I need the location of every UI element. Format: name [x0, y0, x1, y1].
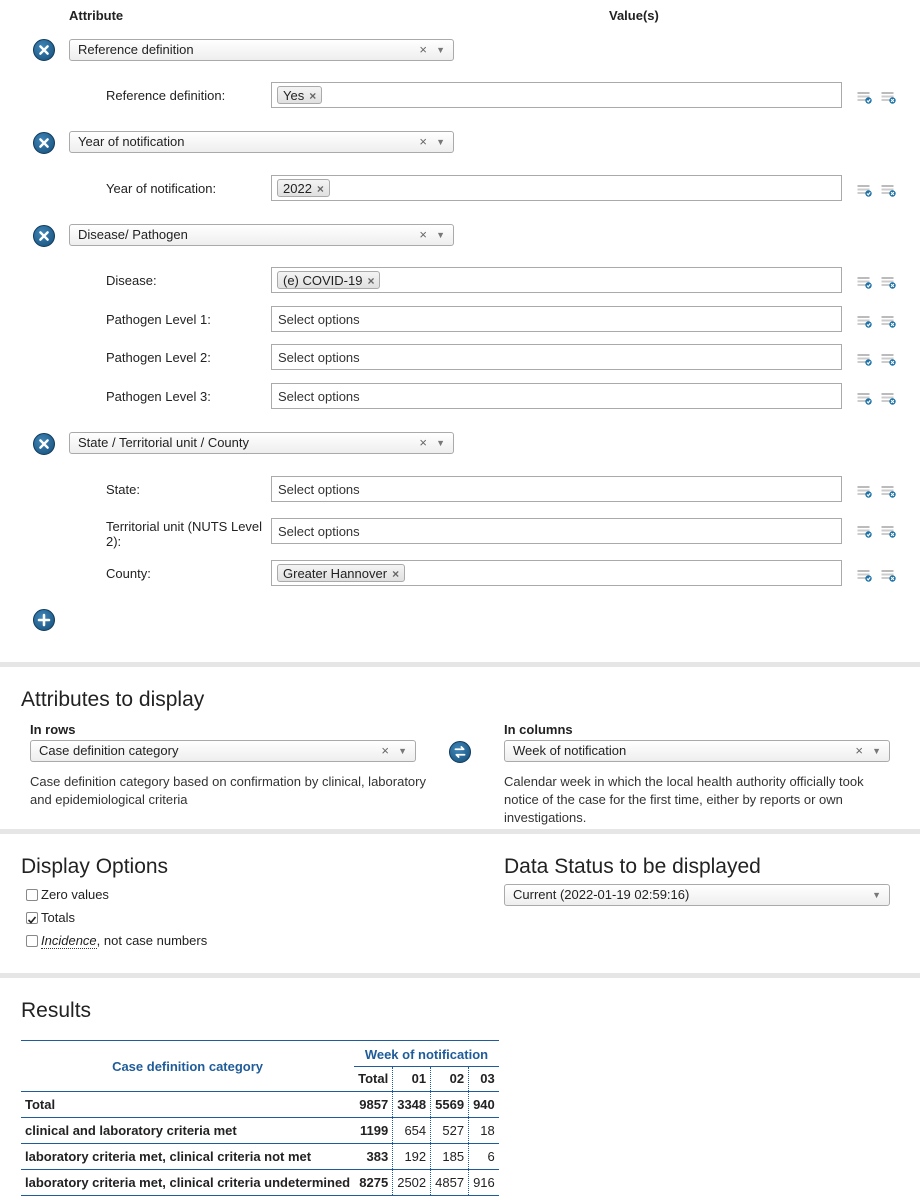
select-all-icon[interactable] [857, 183, 873, 197]
select-all-icon[interactable] [857, 352, 873, 366]
table-row [21, 1170, 499, 1196]
cell: 4857 [431, 1170, 469, 1196]
column-header-week: 02 [431, 1066, 469, 1092]
chevron-down-icon[interactable]: ▼ [436, 438, 445, 448]
cell: 18 [480, 1123, 495, 1138]
chevron-down-icon[interactable]: ▼ [398, 746, 407, 756]
placeholder: Select options [278, 482, 360, 497]
cell: 185 [431, 1144, 469, 1170]
value-multiselect-reference-definition[interactable] [271, 82, 842, 108]
data-status-select[interactable] [504, 884, 890, 906]
value-label: Pathogen Level 1: [106, 312, 211, 327]
value-multiselect-year-of-notification[interactable] [271, 175, 842, 201]
columns-attribute-select[interactable] [504, 740, 890, 762]
columns-attribute-value: Week of notification [513, 743, 627, 758]
deselect-all-icon[interactable] [881, 568, 897, 582]
value-multiselect-pathogen-level-3[interactable] [271, 383, 842, 409]
value-label: State: [106, 482, 140, 497]
cell: 654 [393, 1118, 431, 1144]
totals-label: Totals [41, 910, 75, 925]
attribute-select-year-of-notification[interactable] [69, 131, 454, 153]
remove-attribute-icon[interactable] [33, 39, 55, 61]
select-all-icon[interactable] [857, 484, 873, 498]
value-label: County: [106, 566, 151, 581]
cell: 5569 [431, 1092, 469, 1118]
table-row [21, 1092, 499, 1118]
remove-attribute-icon[interactable] [33, 132, 55, 154]
attribute-select-disease-pathogen[interactable] [69, 224, 454, 246]
cell: 8275 [354, 1170, 393, 1196]
display-options-title: Display Options [21, 855, 169, 878]
value-multiselect-territorial-unit[interactable] [271, 518, 842, 544]
remove-tag-icon[interactable]: × [367, 274, 375, 288]
remove-attribute-icon[interactable] [33, 433, 55, 455]
cell: 9857 [354, 1092, 393, 1118]
columns-attribute-description: Calendar week in which the local health authority officially took notice of the case for the first time, either by reports or own investigations. [504, 774, 864, 825]
remove-attribute-icon[interactable] [33, 225, 55, 247]
chevron-down-icon[interactable]: ▼ [436, 230, 445, 240]
clear-icon[interactable]: × [419, 42, 427, 57]
zero-values-checkbox[interactable] [26, 889, 38, 901]
chevron-down-icon[interactable]: ▼ [436, 137, 445, 147]
deselect-all-icon[interactable] [881, 391, 897, 405]
select-all-icon[interactable] [857, 524, 873, 538]
attribute-select-value: Year of notification [78, 134, 185, 149]
chevron-down-icon[interactable]: ▼ [872, 890, 881, 900]
column-header-week: 01 [393, 1066, 431, 1092]
deselect-all-icon[interactable] [881, 275, 897, 289]
cell: 940 [473, 1097, 495, 1112]
rows-attribute-select[interactable] [30, 740, 416, 762]
select-all-icon[interactable] [857, 90, 873, 104]
cell: 916 [473, 1175, 495, 1190]
value-multiselect-disease[interactable] [271, 267, 842, 293]
section-divider [0, 829, 920, 834]
placeholder: Select options [278, 350, 360, 365]
attribute-select-value: Reference definition [78, 42, 194, 57]
clear-icon[interactable]: × [419, 435, 427, 450]
select-all-icon[interactable] [857, 275, 873, 289]
cell: 192 [393, 1144, 431, 1170]
placeholder: Select options [278, 524, 360, 539]
value-label: Pathogen Level 2: [106, 350, 211, 365]
value-multiselect-pathogen-level-1[interactable] [271, 306, 842, 332]
cell: 1199 [354, 1118, 393, 1144]
chevron-down-icon[interactable]: ▼ [436, 45, 445, 55]
select-all-icon[interactable] [857, 568, 873, 582]
attribute-select-value: State / Territorial unit / County [78, 435, 250, 450]
deselect-all-icon[interactable] [881, 314, 897, 328]
incidence-label: Incidence, not case numbers [41, 933, 208, 948]
value-multiselect-county[interactable] [271, 560, 842, 586]
section-divider [0, 662, 920, 667]
section-divider [0, 973, 920, 978]
cell: 527 [431, 1118, 469, 1144]
table-row [21, 1144, 499, 1170]
cell: 6 [487, 1149, 495, 1164]
checkmark-icon [27, 915, 37, 925]
select-all-icon[interactable] [857, 391, 873, 405]
deselect-all-icon[interactable] [881, 183, 897, 197]
attribute-select-value: Disease/ Pathogen [78, 227, 188, 242]
data-status-value: Current (2022-01-19 02:59:16) [513, 887, 690, 902]
results-table [21, 1040, 495, 1196]
placeholder: Select options [278, 389, 360, 404]
attributes-to-display-title: Attributes to display [21, 688, 205, 711]
column-header-week: 03 [480, 1071, 495, 1087]
incidence-term[interactable]: Incidence [41, 933, 97, 948]
results-title: Results [21, 999, 92, 1022]
attribute-select-reference-definition[interactable] [69, 39, 454, 61]
row-label: Total [25, 1097, 56, 1112]
value-label: Pathogen Level 3: [106, 389, 211, 404]
selected-tag: 2022 × [277, 179, 330, 197]
rows-attribute-value: Case definition category [39, 743, 179, 758]
values-column-header: Value(s) [609, 8, 659, 23]
deselect-all-icon[interactable] [881, 524, 897, 538]
attribute-select-state-territorial-county[interactable] [69, 432, 454, 454]
deselect-all-icon[interactable] [881, 90, 897, 104]
remove-tag-icon[interactable]: × [392, 567, 400, 581]
data-status-title: Data Status to be displayed [504, 855, 761, 878]
cell: 383 [354, 1144, 393, 1170]
row-label: laboratory criteria met, clinical criteria undetermined [25, 1175, 351, 1190]
cell: 2502 [393, 1170, 431, 1196]
attribute-column-header: Attribute [69, 8, 124, 23]
selected-tag: (e) COVID-19 × [277, 271, 380, 289]
clear-icon[interactable]: × [419, 134, 427, 149]
clear-icon[interactable]: × [419, 227, 427, 242]
rows-attribute-description: Case definition category based on confirmation by clinical, laboratory and epidemiological criteria [30, 774, 426, 807]
value-multiselect-pathogen-level-2[interactable] [271, 344, 842, 370]
value-label: Year of notification: [106, 181, 217, 196]
selected-tag: Greater Hannover × [277, 564, 405, 582]
chevron-down-icon[interactable]: ▼ [872, 746, 881, 756]
add-attribute-icon[interactable] [33, 609, 55, 631]
totals-checkbox[interactable] [26, 912, 38, 924]
value-label: Reference definition: [106, 88, 226, 103]
column-header-total: Total [354, 1066, 393, 1092]
in-rows-label: In rows [30, 722, 76, 737]
incidence-checkbox[interactable] [26, 935, 38, 947]
table-row [21, 1118, 499, 1144]
deselect-all-icon[interactable] [881, 484, 897, 498]
clear-icon[interactable]: × [381, 743, 389, 758]
remove-tag-icon[interactable]: × [309, 89, 317, 103]
cell: 3348 [393, 1092, 431, 1118]
value-label: Disease: [106, 273, 157, 288]
selected-tag: Yes × [277, 86, 322, 104]
clear-icon[interactable]: × [855, 743, 863, 758]
in-columns-label: In columns [504, 722, 573, 737]
placeholder: Select options [278, 312, 360, 327]
column-dimension-header: Week of notification [354, 1041, 499, 1067]
row-dimension-header: Case definition category [112, 1058, 264, 1074]
remove-tag-icon[interactable]: × [316, 182, 324, 196]
row-label: clinical and laboratory criteria met [25, 1123, 237, 1138]
deselect-all-icon[interactable] [881, 352, 897, 366]
zero-values-label: Zero values [41, 887, 109, 902]
value-label: Territorial unit (NUTS Level 2): [106, 519, 263, 549]
value-multiselect-state[interactable] [271, 476, 842, 502]
swap-rows-columns-icon[interactable] [449, 741, 471, 763]
select-all-icon[interactable] [857, 314, 873, 328]
row-label: laboratory criteria met, clinical criteria not met [25, 1149, 312, 1164]
